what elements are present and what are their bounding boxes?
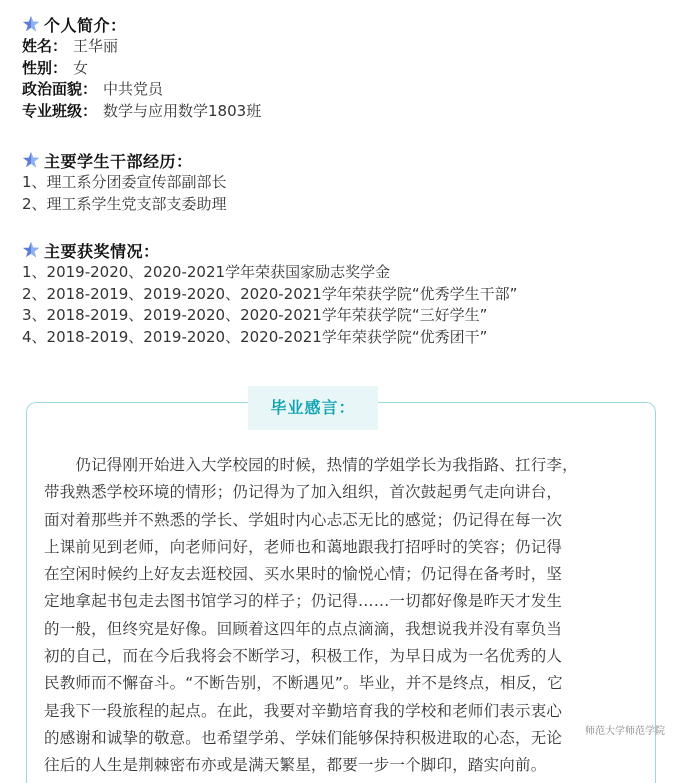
field-label: 政治面貌： — [22, 80, 98, 98]
list-item: 1、理工系分团委宣传部副部长 — [22, 173, 227, 191]
profile-section — [22, 12, 662, 122]
list-item: 2、2018-2019、2019-2020、2020-2021学年荣获学院“优秀学生干部” — [22, 284, 518, 303]
profile-heading — [22, 12, 662, 36]
essay-line: 定地拿起书包走去图书馆学习的样子；仍记得……一切都好像是昨天才发生 — [44, 592, 563, 611]
field-row — [22, 36, 662, 58]
field-row — [22, 58, 662, 80]
star-icon — [22, 241, 40, 259]
cadre-title: 主要学生干部经历： — [44, 151, 193, 171]
awards-heading — [22, 238, 662, 262]
awards-title: 主要获奖情况： — [44, 241, 160, 261]
star-icon — [22, 151, 40, 169]
essay-line: 民教师而不懈奋斗。“不断告别，不断遇见”。毕业，并不是终点，相反，它 — [44, 674, 563, 693]
field-value: 王华丽 — [73, 37, 119, 55]
field-label: 姓名： — [22, 37, 68, 55]
essay-line: 带我熟悉学校环境的情形；仍记得为了加入组织，首次鼓起勇气走向讲台， — [44, 483, 563, 502]
essay-line: 面对着那些并不熟悉的学长、学姐时内心忐忑无比的感觉；仍记得在每一次 — [44, 510, 563, 529]
profile-title: 个人简介： — [44, 15, 127, 35]
graduation-essay — [44, 452, 640, 780]
field-label: 性别： — [22, 58, 68, 77]
star-icon — [22, 15, 40, 33]
field-row — [22, 79, 662, 101]
list-item: 1、2019-2020、2020-2021学年荣获国家励志奖学金 — [22, 263, 391, 281]
list-item: 4、2018-2019、2019-2020、2020-2021学年荣获学院“优秀团干” — [22, 327, 488, 346]
field-value: 数学与应用数学1803班 — [103, 101, 262, 120]
essay-line: 往后的人生是荆棘密布亦或是满天繁星，都要一步一个脚印，踏实向前。 — [44, 756, 547, 775]
essay-line: 的一般，但终究是好像。回顾着这四年的点点滴滴，我想说我并没有辜负当 — [44, 619, 563, 638]
essay-line: 上课前见到老师，向老师问好，老师也和蔼地跟我打招呼时的笑容；仍记得 — [44, 537, 563, 556]
cadre-heading — [22, 148, 662, 172]
essay-line: 仍记得刚开始进入大学校园的时候，热情的学姐学长为我指路、扛行李， — [44, 456, 578, 474]
essay-line: 的感谢和诚挚的敬意。也希望学弟、学妹们能够保持积极进取的心态，无论 — [44, 728, 563, 747]
essay-line: 在空闲时候约上好友去逛校园、买水果时的愉悦心情；仍记得在备考时，坚 — [44, 565, 563, 584]
essay-line: 初的自己，而在今后我将会不断学习，积极工作，为早日成为一名优秀的人 — [44, 647, 563, 666]
cadre-section — [22, 148, 662, 215]
essay-line: 是我下一段旅程的起点。在此，我要对辛勤培育我的学校和老师们表示衷心 — [44, 701, 563, 720]
watermark: 师范大学师范学院 — [585, 726, 665, 737]
field-row — [22, 101, 662, 123]
list-item: 3、2018-2019、2019-2020、2020-2021学年荣获学院“三好学生” — [22, 306, 488, 324]
list-item: 2、理工系学生党支部支委助理 — [22, 194, 227, 213]
awards-section — [22, 238, 662, 348]
graduation-title: 毕业感言： — [248, 386, 378, 430]
field-value: 女 — [73, 58, 89, 77]
field-value: 中共党员 — [103, 80, 164, 98]
field-label: 专业班级： — [22, 101, 98, 120]
